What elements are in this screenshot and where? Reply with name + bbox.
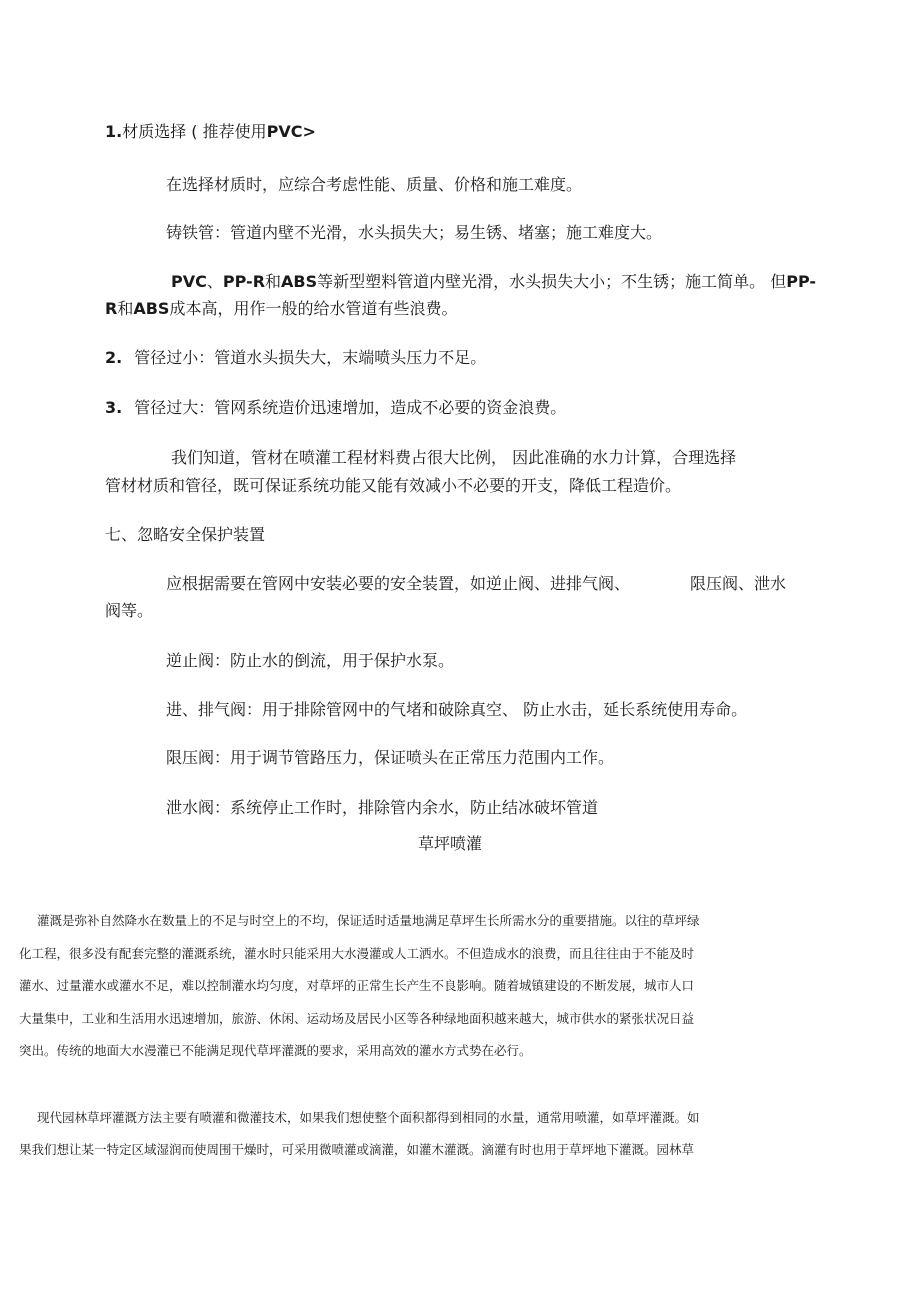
paragraph-continuation: 阀等。 — [105, 601, 154, 620]
paragraph-fragment: 限压阀、泄水 — [690, 574, 787, 593]
paragraph: 铸铁管：管道内壁不光滑，水头损失大；易生锈、堵塞；施工难度大。 — [166, 223, 663, 242]
text-line: 灌溉是弥补自然降水在数量上的不足与时空上的不均，保证适时适量地满足草坪生长所需水分的重要措施。以往的草坪绿 — [37, 913, 700, 928]
paragraph: 逆止阀：防止水的倒流，用于保护水泵。 — [166, 651, 455, 670]
item-3: 3. 管径过大：管网系统造价迅速增加，造成不必要的资金浪费。 — [105, 398, 567, 417]
text-line: 化工程，很多没有配套完整的灌溉系统，灌水时只能采用大水漫灌或人工洒水。不但造成水的浪费，而且往往由于不能及时 — [19, 946, 695, 961]
paragraph: 应根据需要在管网中安装必要的安全装置，如逆止阀、进排气阀、 — [166, 574, 631, 593]
paragraph: PVC、PP-R和ABS等新型塑料管道内壁光滑，水头损失大小；不生锈；施工简单。 但PP- — [171, 272, 817, 291]
text-line: 大量集中，工业和生活用水迅速增加，旅游、休闲、运动场及居民小区等各种绿地面积越来越大，城市供水的紧张状况日益 — [19, 1011, 695, 1026]
paragraph: 在选择材质时，应综合考虑性能、质量、价格和施工难度。 — [166, 175, 583, 194]
text-line: 灌水、过量灌水或灌水不足，难以控制灌水均匀度，对草坪的正常生长产生不良影响。随着城镇建设的不断发展，城市人口 — [19, 978, 695, 993]
item-2: 2. 管径过小：管道水头损失大，末端喷头压力不足。 — [105, 348, 487, 367]
text-line: 果我们想让某一特定区域湿润而使周围干燥时，可采用微喷灌或滴灌，如灌木灌溉。滴灌有时也用于草坪地下灌溉。园林草 — [19, 1142, 695, 1157]
paragraph: 进、排气阀：用于排除管网中的气堵和破除真空、 防止水击，延长系统使用寿命。 — [166, 700, 748, 719]
page-title: 草坪喷灌 — [418, 834, 483, 853]
paragraph-continuation: 管材材质和管径，既可保证系统功能又能有效减小不必要的开支，降低工程造价。 — [105, 476, 682, 495]
paragraph: 我们知道，管材在喷灌工程材料费占很大比例， 因此准确的水力计算，合理选择 — [171, 448, 737, 467]
paragraph: 泄水阀：系统停止工作时，排除管内余水，防止结冰破坏管道 — [166, 798, 599, 817]
text-line: 现代园林草坪灌溉方法主要有喷灌和微灌技术，如果我们想使整个面积都得到相同的水量，通常用喷灌，如草坪灌溉。如 — [37, 1110, 700, 1125]
paragraph: 限压阀：用于调节管路压力，保证喷头在正常压力范围内工作。 — [166, 748, 615, 767]
text-line: 突出。传统的地面大水漫灌已不能满足现代草坪灌溉的要求，采用高效的灌水方式势在必行。 — [19, 1043, 532, 1058]
section-heading: 七、忽略安全保护装置 — [105, 525, 266, 544]
item-1-heading: 1.材质选择 ( 推荐使用PVC> — [105, 122, 316, 141]
paragraph-continuation: R和ABS成本高，用作一般的给水管道有些浪费。 — [105, 299, 458, 318]
